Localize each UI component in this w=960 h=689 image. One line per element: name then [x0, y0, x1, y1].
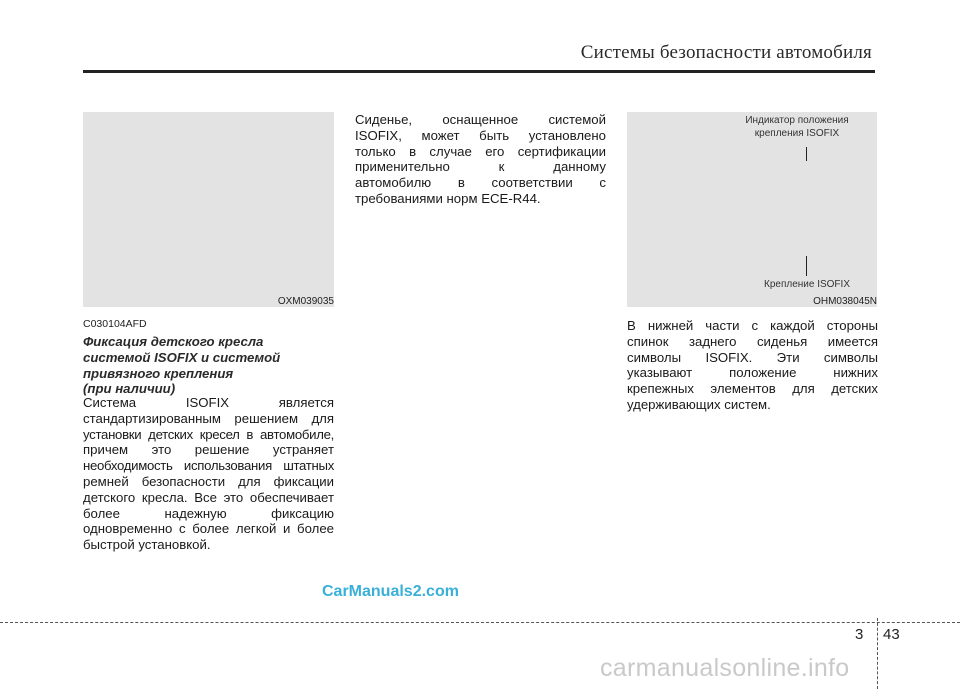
- text-line: требованиями норм ECE-R44.: [355, 190, 541, 206]
- body-text-col2: [355, 112, 606, 207]
- watermark-carmanualsonline[interactable]: carmanualsonline.info: [600, 654, 850, 682]
- footer-dashed-rule: [0, 622, 960, 623]
- figure-right-code: OHM038045N: [813, 296, 877, 307]
- section-heading: [83, 334, 343, 397]
- text-line: спинок заднего сиденья имеется: [627, 333, 878, 349]
- figure-right-image: [627, 112, 877, 307]
- callout-line: Индикатор положения: [745, 115, 849, 126]
- text-line: только в случае его сертификации: [355, 143, 606, 159]
- indicator-leader-line: [806, 147, 807, 161]
- text-line: причем это решение устраняет: [83, 442, 334, 458]
- header-rule: [83, 70, 875, 73]
- text-line: стандартизированным решением для: [83, 410, 334, 426]
- section-heading-line: привязного крепления: [83, 365, 234, 381]
- text-line: ISOFIX, может быть установлено: [355, 127, 606, 143]
- text-line: ремней безопасности для фиксации: [83, 473, 334, 489]
- text-line: одновременно с более легкой и более: [83, 521, 334, 537]
- anchor-leader-line: [806, 256, 807, 276]
- watermark-carmanuals2[interactable]: CarManuals2.com: [322, 583, 459, 600]
- figure-left-code: OXM039035: [277, 296, 334, 307]
- figure-left-image: [83, 112, 334, 307]
- text-line: Сиденье, оснащенное системой: [355, 112, 606, 127]
- callout-line: крепления ISOFIX: [754, 128, 840, 139]
- chapter-number: 3: [855, 626, 864, 643]
- section-heading-line: системой ISOFIX и системой: [83, 349, 281, 365]
- isofix-indicator-label: [717, 114, 877, 140]
- isofix-anchor-label: Крепление ISOFIX: [764, 279, 850, 290]
- body-text-col1: [83, 395, 334, 553]
- body-text-col3: [627, 318, 878, 413]
- page-number: 43: [883, 626, 900, 643]
- text-line: более надежную фиксацию: [83, 505, 334, 521]
- text-line: необходимость использования штатных: [83, 458, 334, 474]
- text-line: автомобилю в соответствии с: [355, 175, 606, 191]
- text-line: Система ISOFIX является: [83, 395, 334, 410]
- text-line: установки детских кресел в автомобиле,: [83, 426, 334, 442]
- section-heading-line: Фиксация детского кресла: [83, 334, 264, 349]
- text-line: применительно к данному: [355, 159, 606, 175]
- text-line: крепежных элементов для детских: [627, 381, 878, 397]
- text-line: детского кресла. Все это обеспечивает: [83, 489, 334, 505]
- page-header-title: Системы безопасности автомобиля: [580, 42, 872, 63]
- text-line: быстрой установкой.: [83, 537, 211, 553]
- text-line: символы ISOFIX. Эти символы: [627, 349, 878, 365]
- text-line: В нижней части с каждой стороны: [627, 318, 878, 333]
- section-heading-line: (при наличии): [83, 381, 176, 397]
- section-code: C030104AFD: [83, 318, 147, 330]
- text-line: указывают положение нижних: [627, 365, 878, 381]
- text-line: удерживающих систем.: [627, 396, 771, 412]
- footer-vertical-divider: [877, 618, 878, 689]
